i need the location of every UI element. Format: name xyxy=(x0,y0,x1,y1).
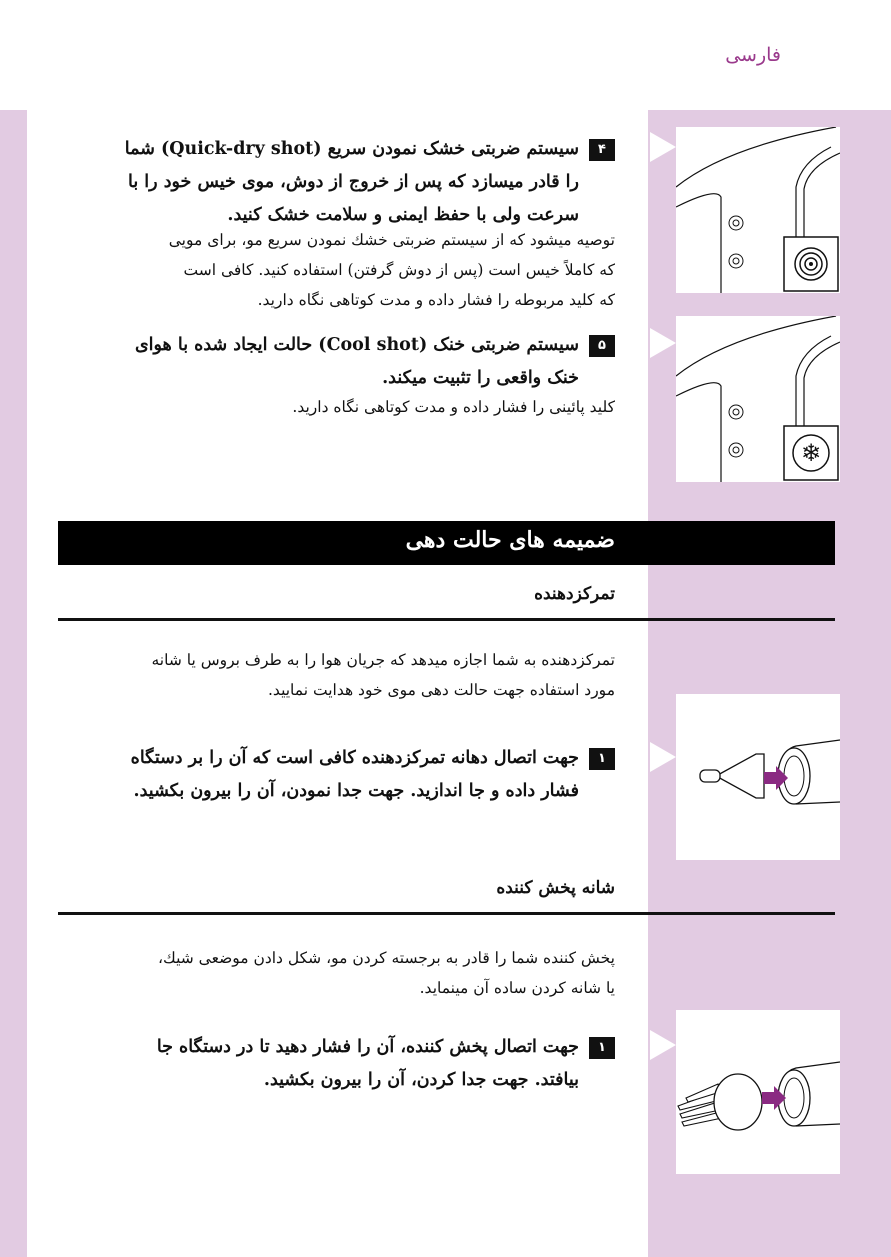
concentrator-desc-line1: تمرکزدهنده به شما اجازه میدهد که جریان هوا را به طرف بروس یا شانه xyxy=(151,651,615,669)
coolshot-title-line1: سیستم ضربتی خنک (Cool shot) حالت ایجاد شده با هوای xyxy=(134,335,579,355)
section-header xyxy=(58,521,835,565)
section-title: ضمیمه های حالت دهی xyxy=(405,527,615,553)
diffuser-step xyxy=(95,1031,615,1097)
coolshot-step xyxy=(95,329,615,395)
diffuser-step-line2: بیافتد. جهت جدا کردن، آن را بیرون بکشید. xyxy=(263,1070,579,1090)
quickdry-title-line3: سرعت ولی با حفظ ایمنی و سلامت خشک کنید. xyxy=(227,205,579,225)
coolshot-desc-line1: کلید پائینی را فشار داده و مدت کوتاهی نگاه دارید. xyxy=(292,398,615,416)
diffuser-desc-line2: یا شانه کردن ساده آن مینماید. xyxy=(419,979,615,997)
language-label: فارسی xyxy=(725,44,781,66)
quickdry-title-line1: سیستم ضربتی خشک نمودن سریع (Quick-dry shot) شما xyxy=(124,139,579,159)
quickdry-illustration xyxy=(676,127,840,293)
coolshot-description xyxy=(95,392,615,422)
left-color-band xyxy=(0,110,27,1257)
quickdry-title-line2: را قادر میسازد که پس از خروج از دوش، موی خیس خود را با xyxy=(128,172,579,192)
step-number: ۱ xyxy=(589,1037,615,1059)
diffuser-step-line1: جهت اتصال پخش کننده، آن را فشار دهید تا در دستگاه جا xyxy=(156,1037,579,1057)
snowflake-icon: ❄ xyxy=(800,439,822,467)
divider xyxy=(58,618,835,621)
concentrator-step-line2: فشار داده و جا اندازید. جهت جدا نمودن، آن را بیرون بکشید. xyxy=(133,781,579,801)
step-number: ۵ xyxy=(589,335,615,357)
concentrator-description xyxy=(95,645,615,705)
swirl-icon xyxy=(795,248,827,280)
pointer-arrow xyxy=(650,742,676,772)
step-number: ۴ xyxy=(589,139,615,161)
diffuser-description xyxy=(95,943,615,1003)
coolshot-illustration xyxy=(676,316,840,482)
quickdry-description xyxy=(95,225,615,315)
diffuser-heading: شانه پخش کننده xyxy=(496,878,615,898)
concentrator-illustration xyxy=(676,694,840,860)
quickdry-desc-line2: که کاملاً خیس است (پس از دوش گرفتن) استفاده کنید. کافی است xyxy=(183,261,615,279)
concentrator-desc-line2: مورد استفاده جهت حالت دهی موی خود هدایت نمایید. xyxy=(268,681,615,699)
diffuser-illustration xyxy=(676,1010,840,1174)
divider xyxy=(58,912,835,915)
concentrator-step-line1: جهت اتصال دهانه تمرکزدهنده کافی است که آن را بر دستگاه xyxy=(130,748,579,768)
quickdry-desc-line1: توصیه میشود که از سیستم ضربتی خشك نمودن سریع مو، برای مویی xyxy=(168,231,615,249)
pointer-arrow xyxy=(650,1030,676,1060)
quickdry-desc-line3: که کلید مربوطه را فشار داده و مدت کوتاهی نگاه دارید. xyxy=(257,291,615,309)
coolshot-title-line2: خنک واقعی را تثبیت میکند. xyxy=(382,368,579,388)
concentrator-heading: تمرکزدهنده xyxy=(534,584,615,604)
pointer-arrow xyxy=(650,328,676,358)
quickdry-step xyxy=(95,133,615,232)
pointer-arrow xyxy=(650,132,676,162)
step-number: ۱ xyxy=(589,748,615,770)
diffuser-desc-line1: پخش کننده شما را قادر به برجسته کردن مو، شکل دادن موضعی شیك، xyxy=(158,949,615,967)
concentrator-step xyxy=(95,742,615,808)
